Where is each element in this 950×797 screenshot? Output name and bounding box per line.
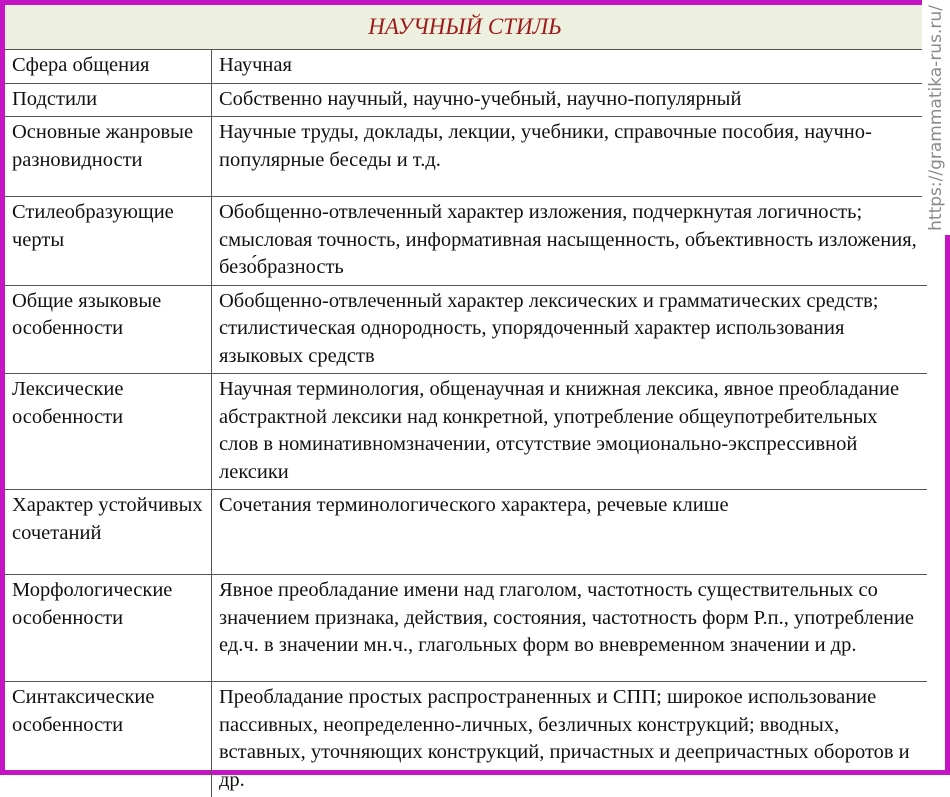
table-row	[5, 285, 927, 374]
row-value: Собственно научный, научно-учебный, научно-популярный	[212, 83, 928, 117]
row-value: Научная терминология, общенаучная и книжная лексика, явное преобладание абстрактной лексики над конкретной, употребление общеупотребительных слов в номинативномзначении, отсутствие эмоционально-экспрессивной лексики	[212, 374, 928, 490]
style-table	[5, 50, 927, 797]
table-row	[5, 50, 927, 83]
row-value: Явное преобладание имени над глаголом, частотность существительных со значением признака, действия, состояния, частотность форм Р.п., употребление ед.ч. в значении мн.ч., глагольных форм во вневременном значении и др.	[212, 575, 928, 682]
row-key: Характер устойчивых сочетаний	[5, 490, 212, 575]
row-key: Подстили	[5, 83, 212, 117]
row-key: Морфологические особенности	[5, 575, 212, 682]
row-value: Преобладание простых распространенных и СПП; широкое использование пассивных, неопределенно-личных, безличных конструкций; вводных, вставных, уточняющих конструкций, причастных и деепричастных оборотов и др.	[212, 682, 928, 797]
row-key: Лексические особенности	[5, 374, 212, 490]
table-row	[5, 117, 927, 197]
row-key: Основные жанровые разновидности	[5, 117, 212, 197]
row-key: Сфера общения	[5, 50, 212, 83]
row-key: Общие языковые особенности	[5, 285, 212, 374]
row-value: Сочетания терминологического характера, речевые клише	[212, 490, 928, 575]
row-key: Синтаксические особенности	[5, 682, 212, 797]
row-value: Обобщенно-отвлеченный характер лексических и грамматических средств; стилистическая однородность, упорядоченный характер использования языковых средств	[212, 285, 928, 374]
row-value: Обобщенно-отвлеченный характер изложения, подчеркнутая логичность; смысловая точность, информативная насыщенность, объективность изложения, безо́бразность	[212, 197, 928, 286]
watermark	[922, 0, 950, 235]
table-row	[5, 682, 927, 797]
table-row	[5, 197, 927, 286]
row-key: Стилеобразующие черты	[5, 197, 212, 286]
table-row	[5, 374, 927, 490]
row-value: Научные труды, доклады, лекции, учебники, справочные пособия, научно-популярные беседы и т.д.	[212, 117, 928, 197]
watermark-text: https://grammatika-rus.ru/	[926, 5, 946, 231]
table-row	[5, 83, 927, 117]
table-title: НАУЧНЫЙ СТИЛЬ	[5, 5, 945, 50]
table-row	[5, 490, 927, 575]
table-row	[5, 575, 927, 682]
row-value: Научная	[212, 50, 928, 83]
